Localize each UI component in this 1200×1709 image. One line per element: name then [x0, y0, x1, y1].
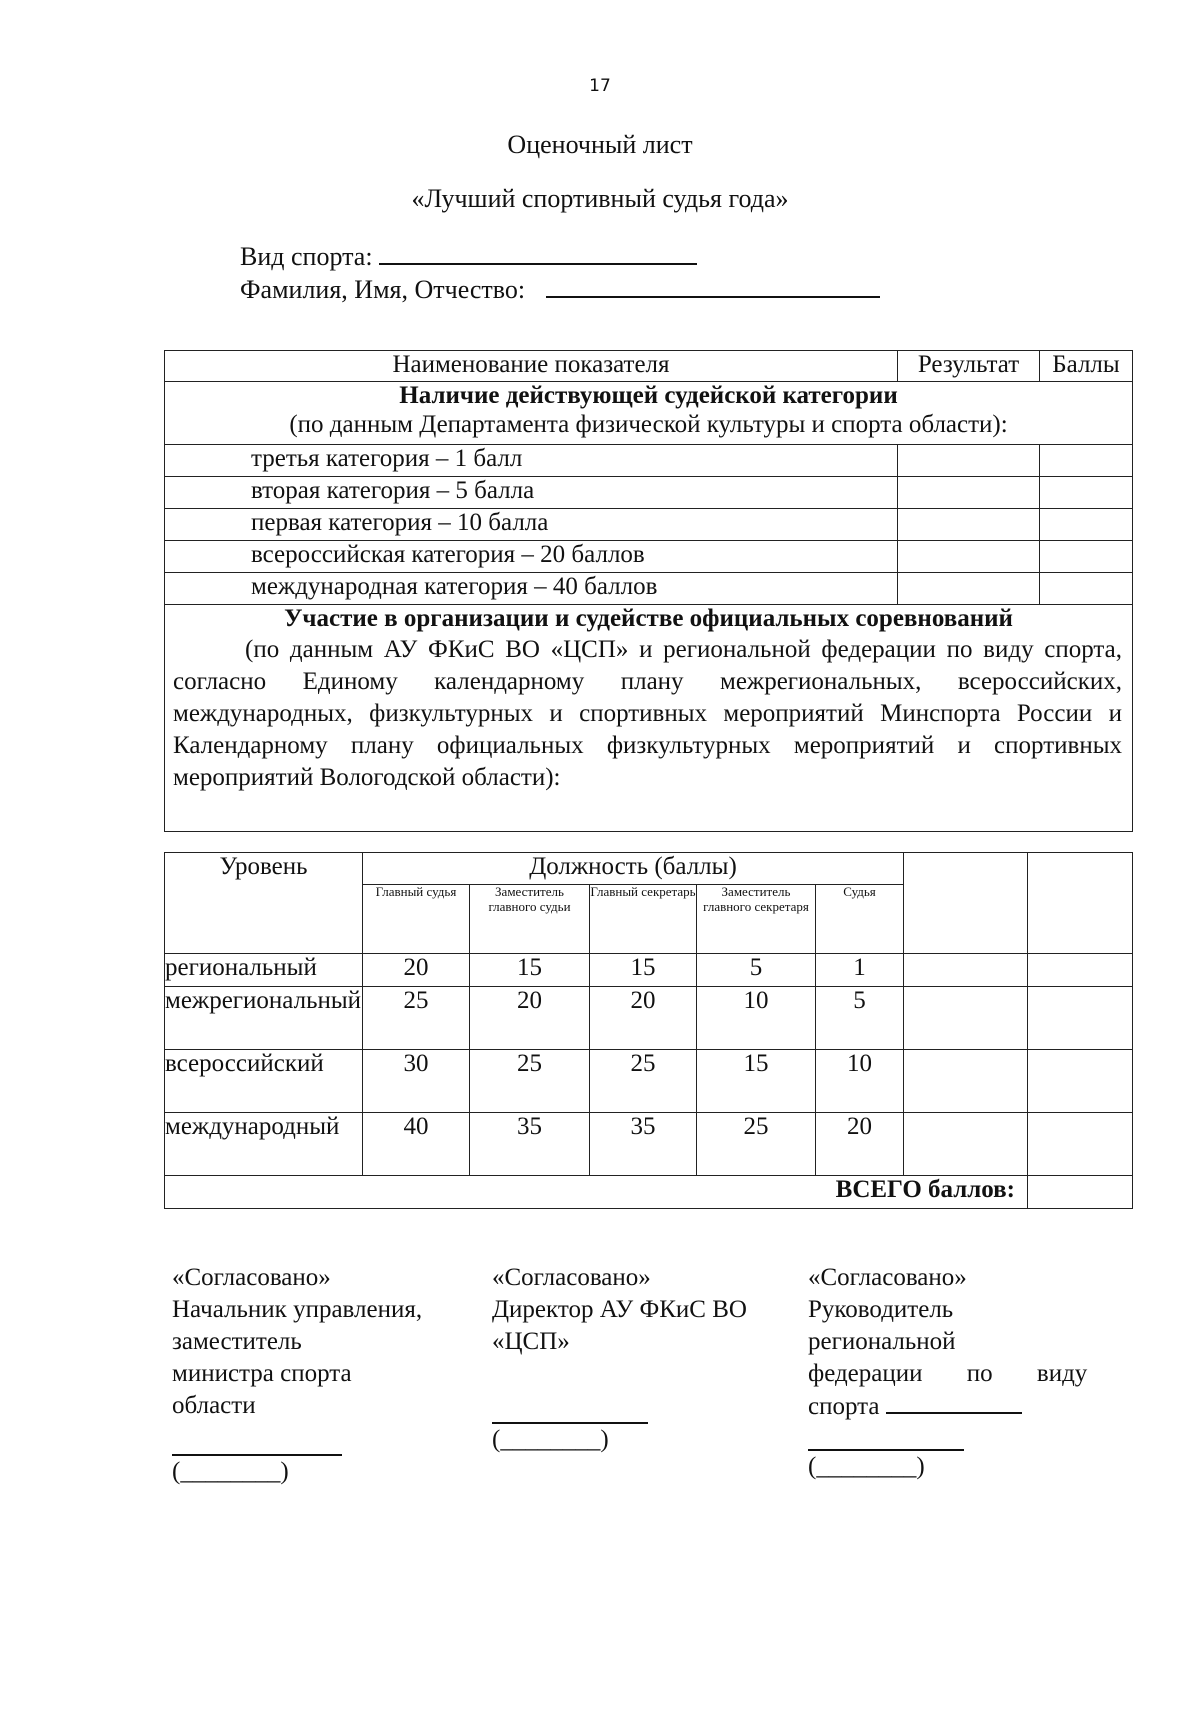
level-value: 25: [590, 1050, 697, 1113]
level-name: межрегиональный: [165, 987, 363, 1050]
name-placeholder: (________): [492, 1426, 609, 1453]
signature-line: Директор АУ ФКиС ВО: [492, 1296, 747, 1323]
level-row: [165, 1050, 1133, 1113]
level-value: 15: [590, 954, 697, 987]
level-row: [165, 954, 1133, 987]
signature-line: «ЦСП»: [492, 1328, 570, 1355]
level-value: 25: [697, 1113, 816, 1176]
category-row: [165, 509, 1133, 541]
level-row: [165, 987, 1133, 1050]
signature-line-with-blank: спорта: [808, 1390, 1108, 1423]
category-result-cell[interactable]: [898, 541, 1040, 573]
level-value: 25: [363, 987, 470, 1050]
level-value: 20: [816, 1113, 904, 1176]
points-cell[interactable]: [1028, 987, 1133, 1050]
level-value: 15: [697, 1050, 816, 1113]
name-placeholder: (________): [172, 1458, 289, 1485]
level-value: 5: [816, 987, 904, 1050]
level-value: 35: [590, 1113, 697, 1176]
category-label: третья категория – 1 балл: [165, 445, 898, 477]
approved-label: «Согласовано»: [808, 1264, 967, 1291]
approved-label: «Согласовано»: [172, 1264, 331, 1291]
category-points-cell[interactable]: [1040, 477, 1133, 509]
sport-field-blank[interactable]: [379, 237, 697, 265]
section1-title: Наличие действующей судейской категории: [399, 382, 898, 409]
signature-block-federation: [808, 1262, 1108, 1483]
category-row: [165, 541, 1133, 573]
form-title: Оценочный лист: [507, 130, 693, 159]
total-row: [165, 1176, 1133, 1209]
result-cell[interactable]: [904, 954, 1028, 987]
position-name: Главный секретарь: [590, 884, 697, 953]
positions-table: [164, 852, 1133, 1209]
position-header-row: [165, 853, 1133, 885]
sport-field-label: Вид спорта:: [240, 242, 373, 271]
level-value: 10: [697, 987, 816, 1050]
section1-title-row: [165, 382, 1133, 445]
points-cell[interactable]: [1028, 954, 1133, 987]
result-cell[interactable]: [904, 987, 1028, 1050]
position-name: Главный судья: [363, 884, 470, 953]
level-value: 35: [470, 1113, 590, 1176]
level-row: [165, 1113, 1133, 1176]
section1-subtitle: (по данным Департамента физической культуры и спорта области):: [289, 410, 1008, 438]
category-result-cell[interactable]: [898, 509, 1040, 541]
signature-blank[interactable]: [808, 1427, 964, 1451]
sport-field: [240, 237, 697, 272]
result-cell[interactable]: [904, 853, 1028, 954]
category-points-cell[interactable]: [1040, 509, 1133, 541]
level-value: 1: [816, 954, 904, 987]
level-value: 40: [363, 1113, 470, 1176]
position-name: Заместитель главного секретаря: [697, 884, 816, 953]
level-value: 25: [470, 1050, 590, 1113]
signature-blank[interactable]: [172, 1430, 342, 1456]
total-label: ВСЕГО баллов:: [165, 1176, 1028, 1209]
category-label: всероссийская категория – 20 баллов: [165, 541, 898, 573]
signature-block-ministry: [172, 1262, 472, 1488]
result-cell[interactable]: [904, 1113, 1028, 1176]
points-cell[interactable]: [1028, 1113, 1133, 1176]
level-value: 20: [590, 987, 697, 1050]
section2-title: Участие в организации и судействе официальных соревнований: [284, 605, 1013, 632]
signature-line: федерации по виду: [808, 1360, 1088, 1387]
position-name: Заместитель главного судьи: [470, 884, 590, 953]
level-name: международный: [165, 1113, 363, 1176]
signature-block-csp: [492, 1262, 792, 1456]
section2-text: (по данным АУ ФКиС ВО «ЦСП» и региональной федерации по виду спорта, согласно Единому календарному плану межрегиональных, всероссийских, международных, физкультурных и спортивных мероприятий Минспорта России и Календарному плану официальных физкультурных мероприятий и спортивных мероприятий Вологодской области):: [173, 635, 1122, 791]
category-row: [165, 445, 1133, 477]
level-value: 5: [697, 954, 816, 987]
level-value: 15: [470, 954, 590, 987]
signature-line: Начальник управления,: [172, 1296, 423, 1323]
fio-field-blank[interactable]: [546, 270, 880, 298]
page-number: 17: [589, 76, 611, 96]
sport-blank[interactable]: [886, 1390, 1022, 1414]
level-value: 30: [363, 1050, 470, 1113]
category-result-cell[interactable]: [898, 445, 1040, 477]
fio-field: [240, 270, 880, 305]
signature-line: Руководитель: [808, 1296, 954, 1323]
signature-line: заместитель: [172, 1328, 302, 1355]
points-cell[interactable]: [1028, 1050, 1133, 1113]
table-header-row: [165, 351, 1133, 382]
position-header: Должность (баллы): [363, 853, 904, 885]
criteria-table: [164, 350, 1133, 832]
category-result-cell[interactable]: [898, 477, 1040, 509]
form-subtitle: «Лучший спортивный судья года»: [411, 184, 789, 213]
signature-line: министра спорта: [172, 1360, 352, 1387]
level-header: Уровень: [165, 853, 363, 954]
category-result-cell[interactable]: [898, 573, 1040, 605]
level-value: 10: [816, 1050, 904, 1113]
category-label: международная категория – 40 баллов: [165, 573, 898, 605]
name-placeholder: (________): [808, 1453, 925, 1480]
points-cell[interactable]: [1028, 853, 1133, 954]
category-row: [165, 573, 1133, 605]
position-name: Судья: [816, 884, 904, 953]
category-points-cell[interactable]: [1040, 573, 1133, 605]
header-result: Результат: [898, 351, 1040, 382]
category-label: первая категория – 10 балла: [165, 509, 898, 541]
level-value: 20: [470, 987, 590, 1050]
category-row: [165, 477, 1133, 509]
category-points-cell[interactable]: [1040, 541, 1133, 573]
result-cell[interactable]: [904, 1050, 1028, 1113]
total-points-cell[interactable]: [1028, 1176, 1133, 1209]
level-name: всероссийский: [165, 1050, 363, 1113]
signature-line: области: [172, 1392, 256, 1419]
signature-blank[interactable]: [492, 1394, 648, 1424]
signature-line: региональной: [808, 1328, 956, 1355]
category-label: вторая категория – 5 балла: [165, 477, 898, 509]
section2-row: [165, 605, 1133, 832]
category-points-cell[interactable]: [1040, 445, 1133, 477]
section1-cell: [165, 382, 1133, 445]
fio-field-label: Фамилия, Имя, Отчество:: [240, 275, 526, 304]
header-points: Баллы: [1040, 351, 1133, 382]
level-value: 20: [363, 954, 470, 987]
section2-cell: [165, 605, 1133, 832]
level-name: региональный: [165, 954, 363, 987]
approved-label: «Согласовано»: [492, 1264, 651, 1291]
header-name: Наименование показателя: [165, 351, 898, 382]
